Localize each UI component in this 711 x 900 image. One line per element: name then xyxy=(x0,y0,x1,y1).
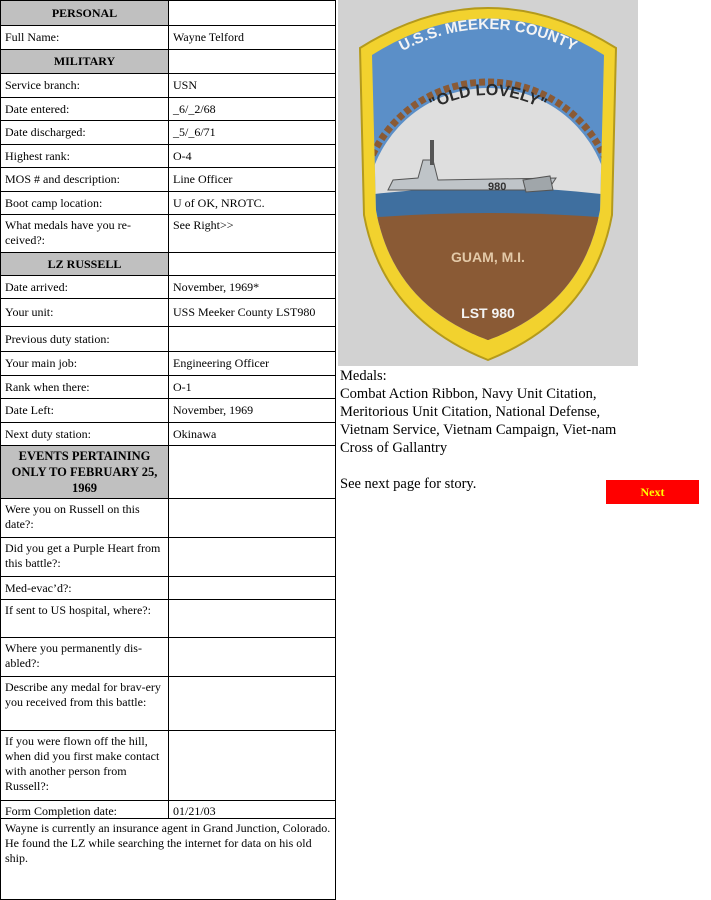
row-label: Date Left: xyxy=(1,399,169,422)
table-row xyxy=(1,192,335,215)
row-value xyxy=(169,577,335,599)
row-value: 01/21/03 xyxy=(173,804,216,818)
lz-russell-section-header xyxy=(1,253,335,276)
note-text: Wayne is currently an insurance agent in Grand Junction, Colorado. He found the LZ while searching the internet for data on his old ship. xyxy=(5,821,331,865)
row-value xyxy=(169,538,335,576)
row-value: Okinawa xyxy=(173,426,217,441)
table-row xyxy=(1,499,335,538)
biography-note xyxy=(1,819,335,899)
row-value: Engineering Officer xyxy=(173,356,270,370)
table-row xyxy=(1,74,335,98)
row-label: Did you get a Purple Heart from this battle?: xyxy=(1,538,169,576)
table-row xyxy=(1,801,335,819)
table-row xyxy=(1,399,335,423)
table-row xyxy=(1,731,335,801)
medals-section xyxy=(340,367,635,457)
row-value: Wayne Telford xyxy=(173,30,244,44)
row-label: Were you on Russell on this date?: xyxy=(1,499,169,537)
section-heading: MILITARY xyxy=(1,50,169,73)
table-row xyxy=(1,677,335,731)
row-label: Date entered: xyxy=(1,98,169,120)
row-value: Line Officer xyxy=(173,172,233,186)
row-value: USN xyxy=(173,78,198,92)
table-row xyxy=(1,352,335,376)
next-button[interactable]: Next xyxy=(606,480,699,504)
row-label: Date arrived: xyxy=(1,276,169,298)
row-label: MOS # and description: xyxy=(1,168,169,191)
section-heading: EVENTS PERTAINING ONLY TO FEBRUARY 25, 1969 xyxy=(1,446,169,498)
service-record-form xyxy=(0,0,336,900)
row-value xyxy=(169,327,335,351)
row-label: If sent to US hospital, where?: xyxy=(1,600,169,637)
events-section-header xyxy=(1,446,335,499)
row-value: See Right>> xyxy=(173,218,234,232)
row-label: Service branch: xyxy=(1,74,169,97)
row-label: Boot camp location: xyxy=(1,192,169,214)
military-section-header xyxy=(1,50,335,74)
table-row xyxy=(1,215,335,253)
table-row xyxy=(1,423,335,446)
row-label: Your unit: xyxy=(1,299,169,326)
row-value: O-4 xyxy=(173,148,192,163)
row-value: _6/_2/68 xyxy=(173,101,216,116)
section-heading: PERSONAL xyxy=(1,1,169,25)
row-value xyxy=(169,638,335,676)
row-label: Med-evac’d?: xyxy=(1,577,169,599)
row-label: Highest rank: xyxy=(1,145,169,167)
table-row xyxy=(1,168,335,192)
table-row xyxy=(1,98,335,121)
patch-motto: "OLD LOVELY" xyxy=(426,81,550,114)
table-row xyxy=(1,376,335,399)
row-label: Describe any medal for brav-ery you received from this battle: xyxy=(1,677,169,730)
table-row xyxy=(1,327,335,352)
table-row xyxy=(1,638,335,677)
table-row xyxy=(1,26,335,50)
row-value: U of OK, NROTC. xyxy=(173,195,265,210)
row-label: What medals have you re-ceived?: xyxy=(1,215,169,252)
row-value xyxy=(169,731,335,800)
table-row xyxy=(1,121,335,145)
row-label: Previous duty station: xyxy=(1,327,169,351)
patch-location: GUAM, M.I. xyxy=(451,249,525,265)
story-note: See next page for story. xyxy=(340,476,477,492)
table-row xyxy=(1,577,335,600)
personal-section-header xyxy=(1,1,335,26)
row-label: Form Completion date: xyxy=(1,801,169,818)
row-value: _5/_6/71 xyxy=(173,125,216,139)
medals-list: Combat Action Ribbon, Navy Unit Citation, Meritorious Unit Citation, National Defense, Vietnam Service, Vietnam Campaign, Viet-nam Cross of Gallantry xyxy=(340,386,617,456)
row-value: USS Meeker County LST980 xyxy=(173,305,316,319)
table-row xyxy=(1,145,335,168)
row-label: Your main job: xyxy=(1,352,169,375)
row-label: If you were flown off the hill, when did you first make contact with another person from Russell?: xyxy=(1,731,169,800)
row-value xyxy=(169,499,335,537)
row-label: Full Name: xyxy=(1,26,169,49)
row-label: Date discharged: xyxy=(1,121,169,144)
medals-heading: Medals: xyxy=(340,368,387,384)
ship-patch-image xyxy=(338,0,638,366)
section-heading: LZ RUSSELL xyxy=(1,253,169,275)
table-row xyxy=(1,600,335,638)
table-row xyxy=(1,299,335,327)
patch-bottom-text: LST 980 xyxy=(461,305,515,321)
table-row xyxy=(1,538,335,577)
hull-number: 980 xyxy=(488,181,507,193)
row-value xyxy=(169,600,335,637)
row-label: Rank when there: xyxy=(1,376,169,398)
row-value: November, 1969* xyxy=(173,279,260,294)
table-row xyxy=(1,276,335,299)
row-value xyxy=(169,677,335,730)
patch-top-text: U.S.S. MEEKER COUNTY xyxy=(396,15,580,55)
row-value: O-1 xyxy=(173,379,192,394)
row-value: November, 1969 xyxy=(173,403,254,417)
uss-meeker-county-patch xyxy=(338,0,638,366)
row-label: Where you permanently dis-abled?: xyxy=(1,638,169,676)
row-label: Next duty station: xyxy=(1,423,169,445)
